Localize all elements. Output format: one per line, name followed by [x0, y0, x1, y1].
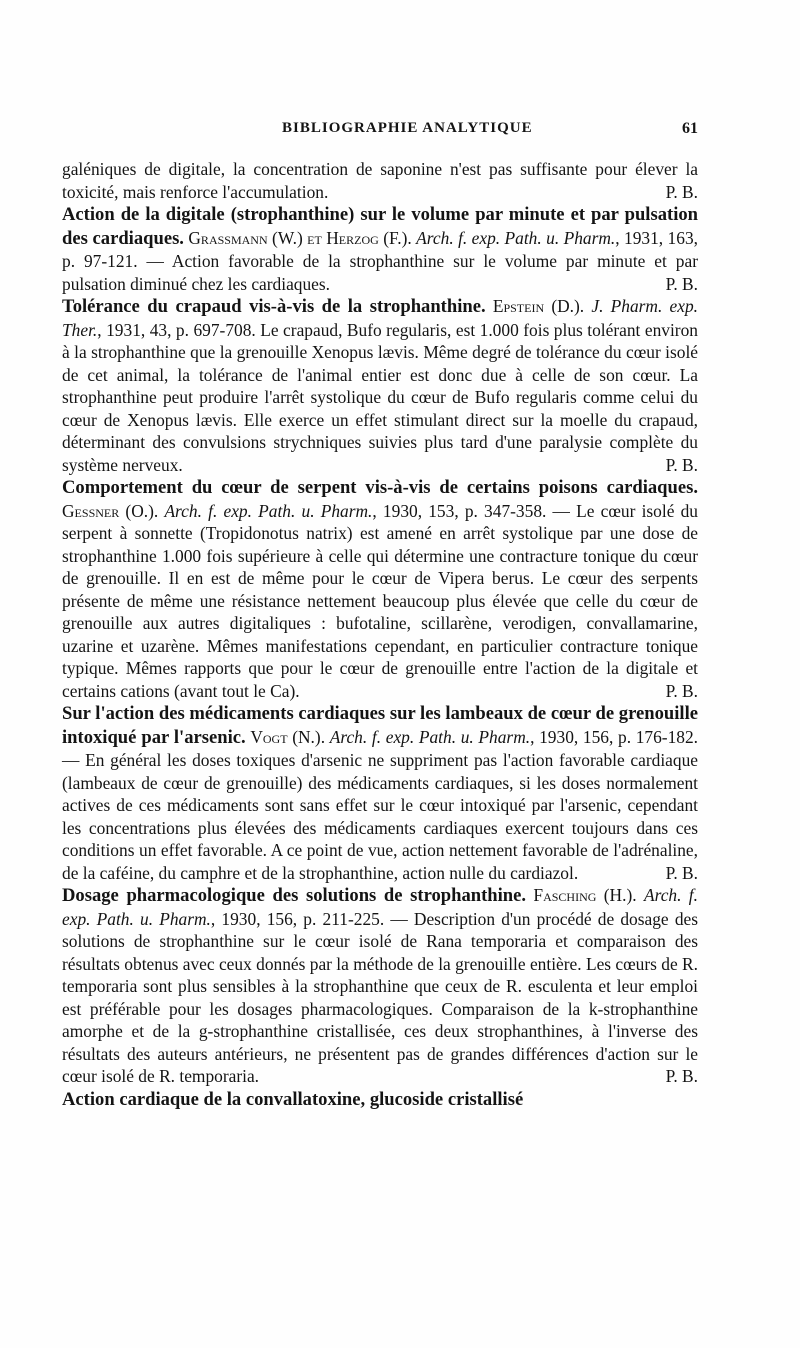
bibliography-entry: [62, 884, 698, 1088]
entry-authors: Gessner (O.).: [62, 500, 159, 521]
entry-title: Dosage pharmacologique des solutions de strophanthine.: [62, 885, 527, 906]
entry-journal: Arch. f. exp. Path. u. Pharm.: [62, 885, 698, 929]
running-title: BIBLIOGRAPHIE ANALYTIQUE: [282, 120, 533, 136]
continuation-text: galéniques de digitale, la concentration de saponine n'est pas suffisante pour élever la toxicité, mais renforce l'accumulation.: [62, 159, 698, 202]
bibliography-entry: [62, 295, 698, 476]
entry-journal: Arch. f. exp. Path. u. Pharm.: [164, 500, 373, 521]
page-number: 61: [682, 120, 698, 137]
entry-authors: Vogt (N.).: [250, 726, 326, 747]
entry-summary: — Action favorable de la strophanthine sur le volume par minute et par pulsation diminué chez les cardiaques.: [62, 251, 698, 294]
entry-journal: Arch. f. exp. Path. u. Pharm.: [416, 227, 616, 248]
entry-citation: , 1931, 163, p. 97-121.: [62, 227, 698, 271]
entry-summary: — En général les doses toxiques d'arsenic ne suppriment pas l'action favorable cardiaque (lambeaux de cœur de grenouille) des médicaments cardiaques, si les doses normalement actives de ces médicaments sont sans effet sur le cœur intoxiqué par l'arsenic, cependant les concentrations plus élevées des médicaments cardiaques exercent toujours dans ces conditions un effet favorable. A ce point de vue, action nettement favorable de l'adrénaline, de la caféine, du camphre et de la strophanthine, action nulle du cardiazol.: [62, 750, 698, 883]
entry-journal: Arch. f. exp. Path. u. Pharm.: [329, 726, 531, 747]
continuation-paragraph: [62, 158, 698, 203]
entry-summary: — Le cœur isolé du serpent à sonnette (Tropidonotus natrix) est amené en arrêt systolique par une dose de strophanthine 1.000 fois supérieure à celle qui détermine une contracture tonique du cœur de grenouille. Il en est de même pour le cœur de Vipera berus. Le cœur des serpents présente de même une résistance nettement beaucoup plus élevée que celle du cœur de grenouille aux autres digitaliques : bufotaline, scillarène, verodigen, convallamarine, uzarine et uzarène. Mêmes manifestations cependant, en particulier contracture tonique typique. Mêmes rapports que pour le cœur de grenouille entre l'action de la digitale et certains cations (avant tout le Ca).: [62, 500, 698, 701]
signature: P. B.: [665, 862, 698, 883]
signature: P. B.: [665, 1066, 698, 1086]
bibliography-entry-continued: [62, 1088, 698, 1112]
entry-citation: , 1930, 156, p. 176-182.: [530, 726, 699, 747]
page-header: [62, 116, 698, 146]
entry-citation: , 1930, 156, p. 211-225.: [210, 908, 385, 929]
entry-title: Sur l'action des médicaments cardiaques sur les lambeaux de cœur de grenouille intoxiqué par l'arsenic.: [62, 703, 698, 748]
signature: P. B.: [665, 273, 698, 294]
signature: P. B.: [665, 680, 698, 701]
entry-summary: Le crapaud, Bufo regularis, est 1.000 fois plus tolérant environ à la strophanthine que la grenouille Xenopus lævis. Même degré de tolérance du cœur isolé de cet animal, la tolérance de l'animal entier est donc due à celle de son cœur. La strophanthine peut produire l'arrêt systolique du cœur de Bufo regularis comme celui du cœur de Xenopus lævis. Elle exerce un effet stimulant direct sur la moelle du crapaud, déterminant des convulsions strychniques suivies plus tard d'une paralysie complète du système nerveux.: [62, 319, 698, 475]
entry-citation: , 1930, 153, p. 347-358.: [372, 500, 547, 521]
entry-title: Action de la digitale (strophanthine) sur le volume par minute et par pulsation des cardiaques.: [62, 204, 698, 249]
signature: P. B.: [665, 181, 698, 202]
entry-authors: Fasching (H.).: [533, 885, 637, 905]
entry-journal: J. Pharm. exp. Ther.: [62, 296, 698, 340]
entry-summary: — Description d'un procédé de dosage des solutions de strophanthine sur le cœur isolé de Rana temporaria et comparaison des résultats obtenus avec ceux donnés par la méthode de la grenouille entière. Les cœurs de R. temporaria sont plus sensibles à la strophanthine que ceux de R. esculenta et leur emploi est préférable pour les dosages pharmacologiques. Comparaison de la k-strophanthine amorphe et de la g-strophanthine cristallisée, ces deux strophanthines, à l'inverse des résultats des auteurs antérieurs, ne présentent pas de grandes différences d'action sur le cœur isolé de R. temporaria.: [62, 908, 698, 1086]
entry-title: Comportement du cœur de serpent vis-à-vis de certains poisons cardiaques.: [62, 477, 698, 498]
entry-citation: , 1931, 43, p. 697-708.: [97, 319, 256, 340]
bibliography-entry: [62, 476, 698, 702]
signature: P. B.: [665, 454, 698, 475]
entry-title: Action cardiaque de la convallatoxine, glucoside cristallisé: [62, 1088, 524, 1110]
entry-authors: Epstein (D.).: [492, 296, 585, 316]
page-body: [62, 158, 698, 1111]
entry-title: Tolérance du crapaud vis-à-vis de la strophanthine.: [62, 296, 486, 317]
bibliography-entry: [62, 702, 698, 884]
entry-authors: Grassmann (W.) et Herzog (F.).: [188, 227, 412, 248]
bibliography-entry: [62, 203, 698, 295]
